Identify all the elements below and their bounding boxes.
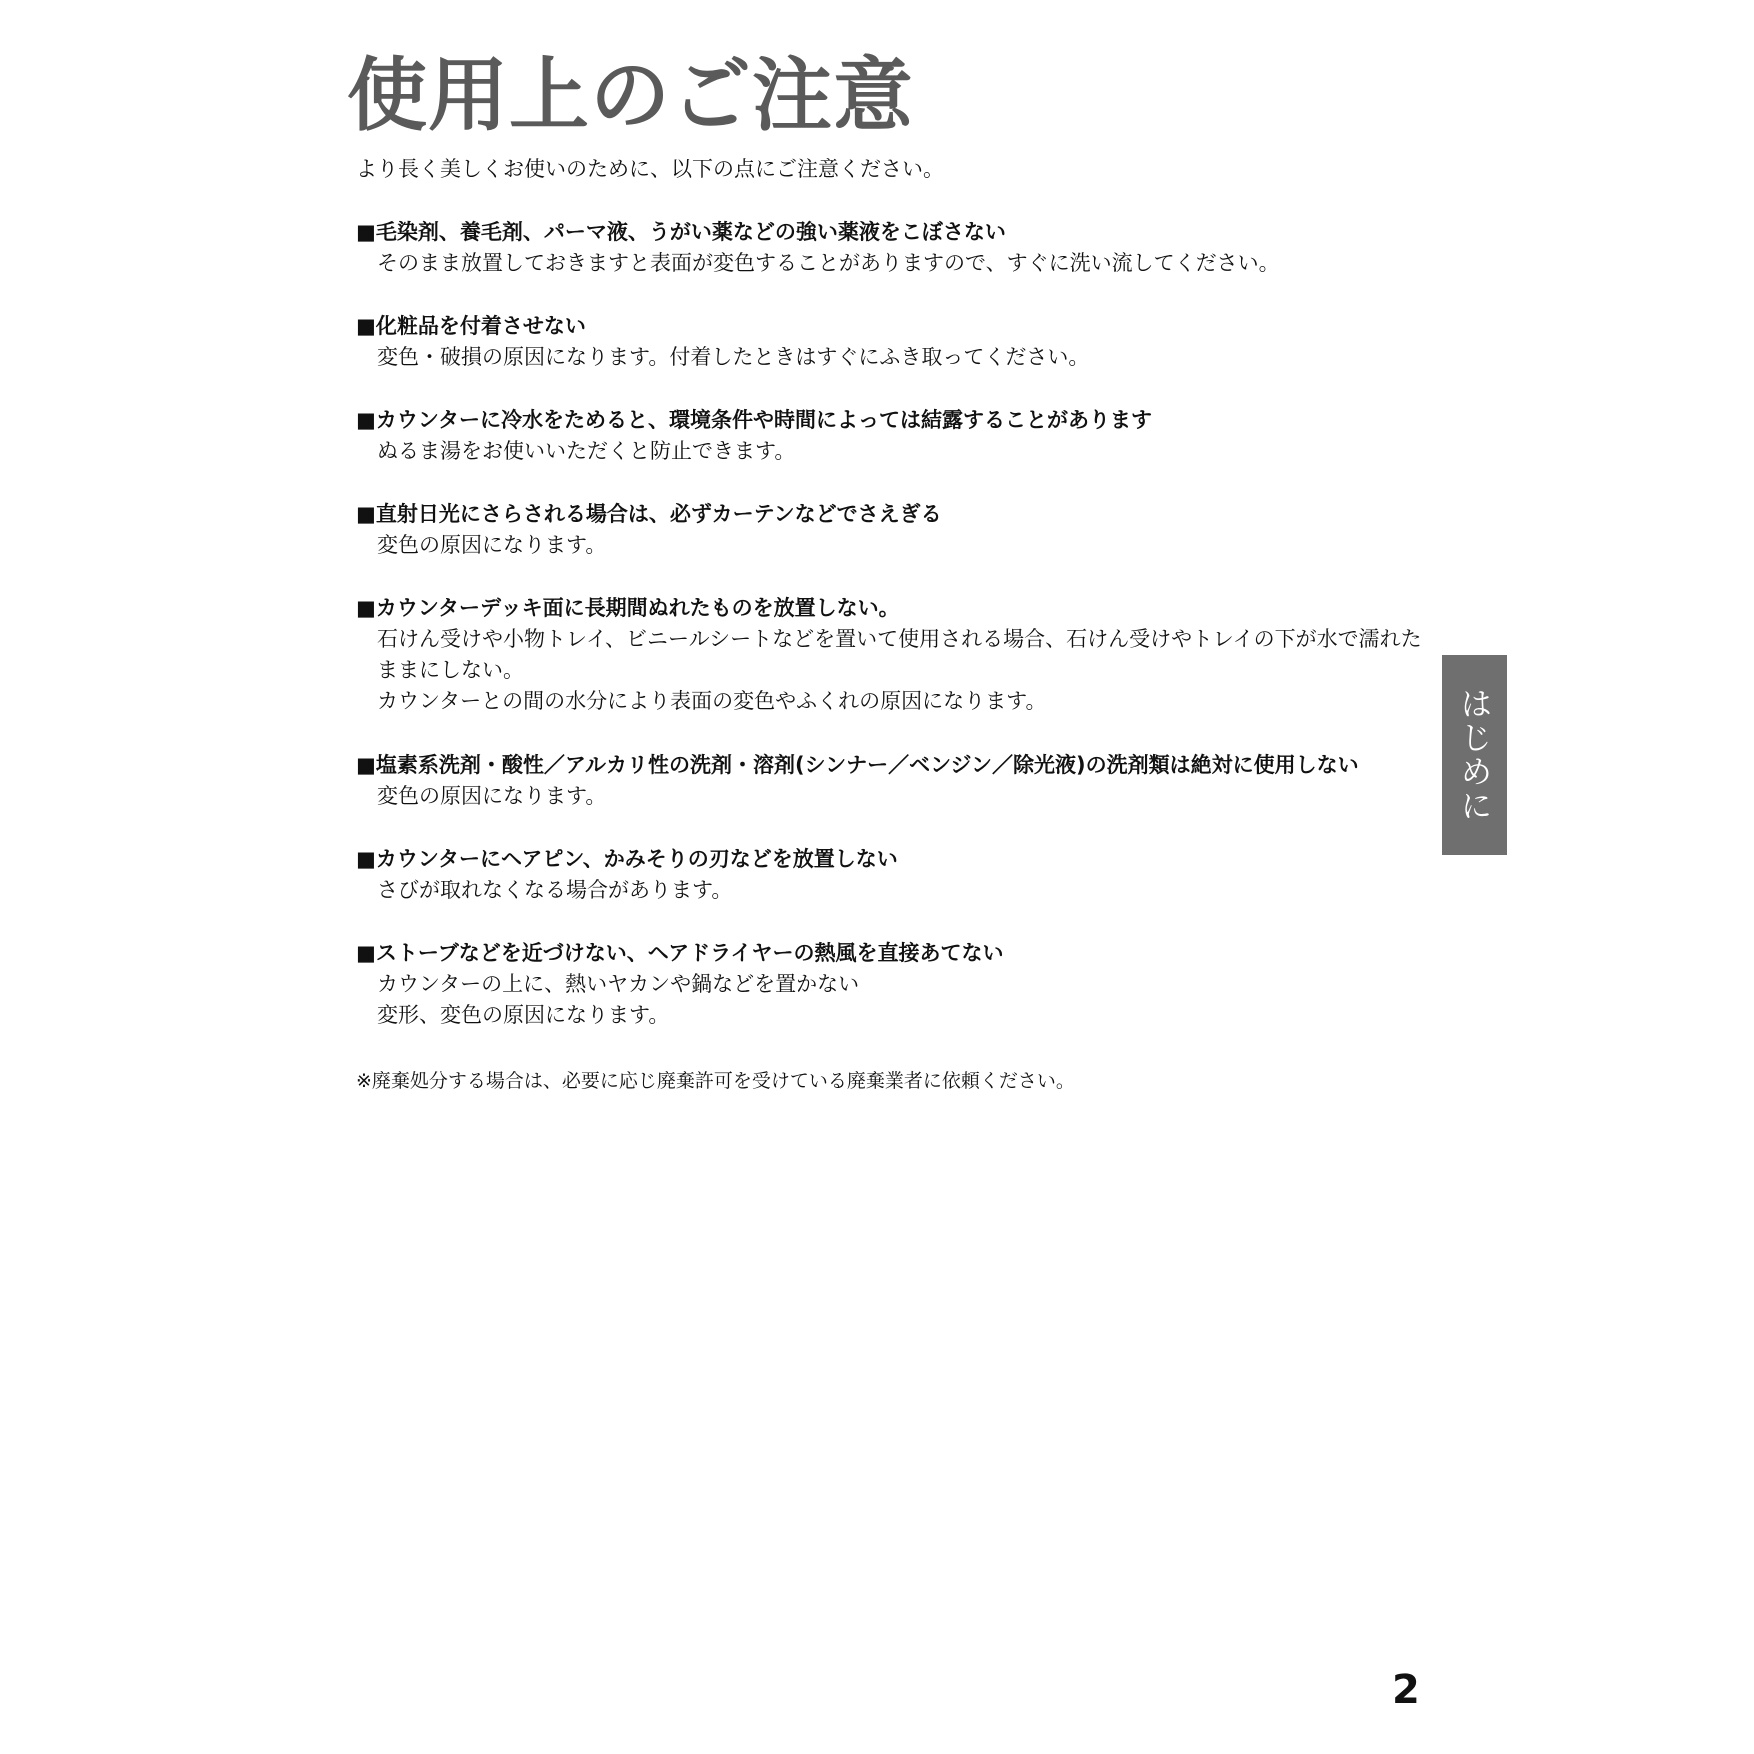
- notice-body: [356, 436, 1416, 467]
- intro-text: より長く美しくお使いのために、以下の点にご注意ください。: [356, 157, 944, 181]
- notice-line: 変色の原因になります。: [377, 533, 607, 557]
- notice-line: さびが取れなくなる場合があります。: [377, 878, 733, 902]
- notice-heading: ■カウンターに冷水をためると、環境条件や時間によっては結露することがあります: [356, 408, 1152, 432]
- notice-line: そのまま放置しておきますと表面が変色することがありますので、すぐに洗い流してください。: [377, 251, 1280, 275]
- notice-heading: ■化粧品を付着させない: [356, 314, 586, 338]
- disposal-footnote: ※廃棄処分する場合は、必要に応じ廃棄許可を受けている廃棄業者に依頼ください。: [356, 1070, 1075, 1092]
- notice-body: [356, 530, 1416, 561]
- page-title: 使用上のご注意: [347, 49, 914, 142]
- notice-item: [356, 843, 1416, 906]
- notice-line: ぬるま湯をお使いいただくと防止できます。: [377, 439, 796, 463]
- notice-line: 石けん受けや小物トレイ、ビニールシートなどを置いて使用される場合、石けん受けやトレイの下が水で濡れた: [377, 627, 1422, 651]
- notice-heading: ■カウンターにヘアピン、かみそりの刃などを放置しない: [356, 847, 898, 871]
- notice-heading: ■塩素系洗剤・酸性／アルカリ性の洗剤・溶剤(シンナー／ベンジン／除光液)の洗剤類は絶対に使用しない: [356, 753, 1359, 777]
- section-tab: [1442, 655, 1507, 855]
- notice-line: 変色の原因になります。: [377, 784, 607, 808]
- notice-body: [356, 342, 1416, 373]
- notice-item: [356, 404, 1416, 467]
- notice-body: [356, 781, 1416, 812]
- notice-item: [356, 216, 1416, 279]
- notice-item: [356, 498, 1416, 561]
- notice-item: [356, 749, 1416, 812]
- notice-body: [356, 969, 1416, 1031]
- section-tab-label: はじめに: [1455, 687, 1494, 823]
- notice-line: 変形、変色の原因になります。: [377, 1003, 670, 1027]
- page-number: 2: [1392, 1667, 1420, 1713]
- notice-line: ままにしない。: [377, 658, 524, 682]
- notice-item: [356, 310, 1416, 373]
- notice-item: [356, 937, 1416, 1031]
- notice-body: [356, 624, 1422, 717]
- notice-line: 変色・破損の原因になります。付着したときはすぐにふき取ってください。: [377, 345, 1090, 369]
- notice-line: カウンターの上に、熱いヤカンや鍋などを置かない: [377, 972, 860, 996]
- notice-body: [356, 875, 1416, 906]
- notice-heading: ■毛染剤、養毛剤、パーマ液、うがい薬などの強い薬液をこぼさない: [356, 220, 1006, 244]
- notice-item: [356, 592, 1422, 717]
- notice-heading: ■カウンターデッキ面に長期間ぬれたものを放置しない。: [356, 596, 900, 620]
- notice-heading: ■ストーブなどを近づけない、ヘアドライヤーの熱風を直接あてない: [356, 941, 1004, 965]
- notice-line: カウンターとの間の水分により表面の変色やふくれの原因になります。: [377, 689, 1047, 713]
- notice-body: [356, 248, 1416, 279]
- notice-heading: ■直射日光にさらされる場合は、必ずカーテンなどでさえぎる: [356, 502, 942, 526]
